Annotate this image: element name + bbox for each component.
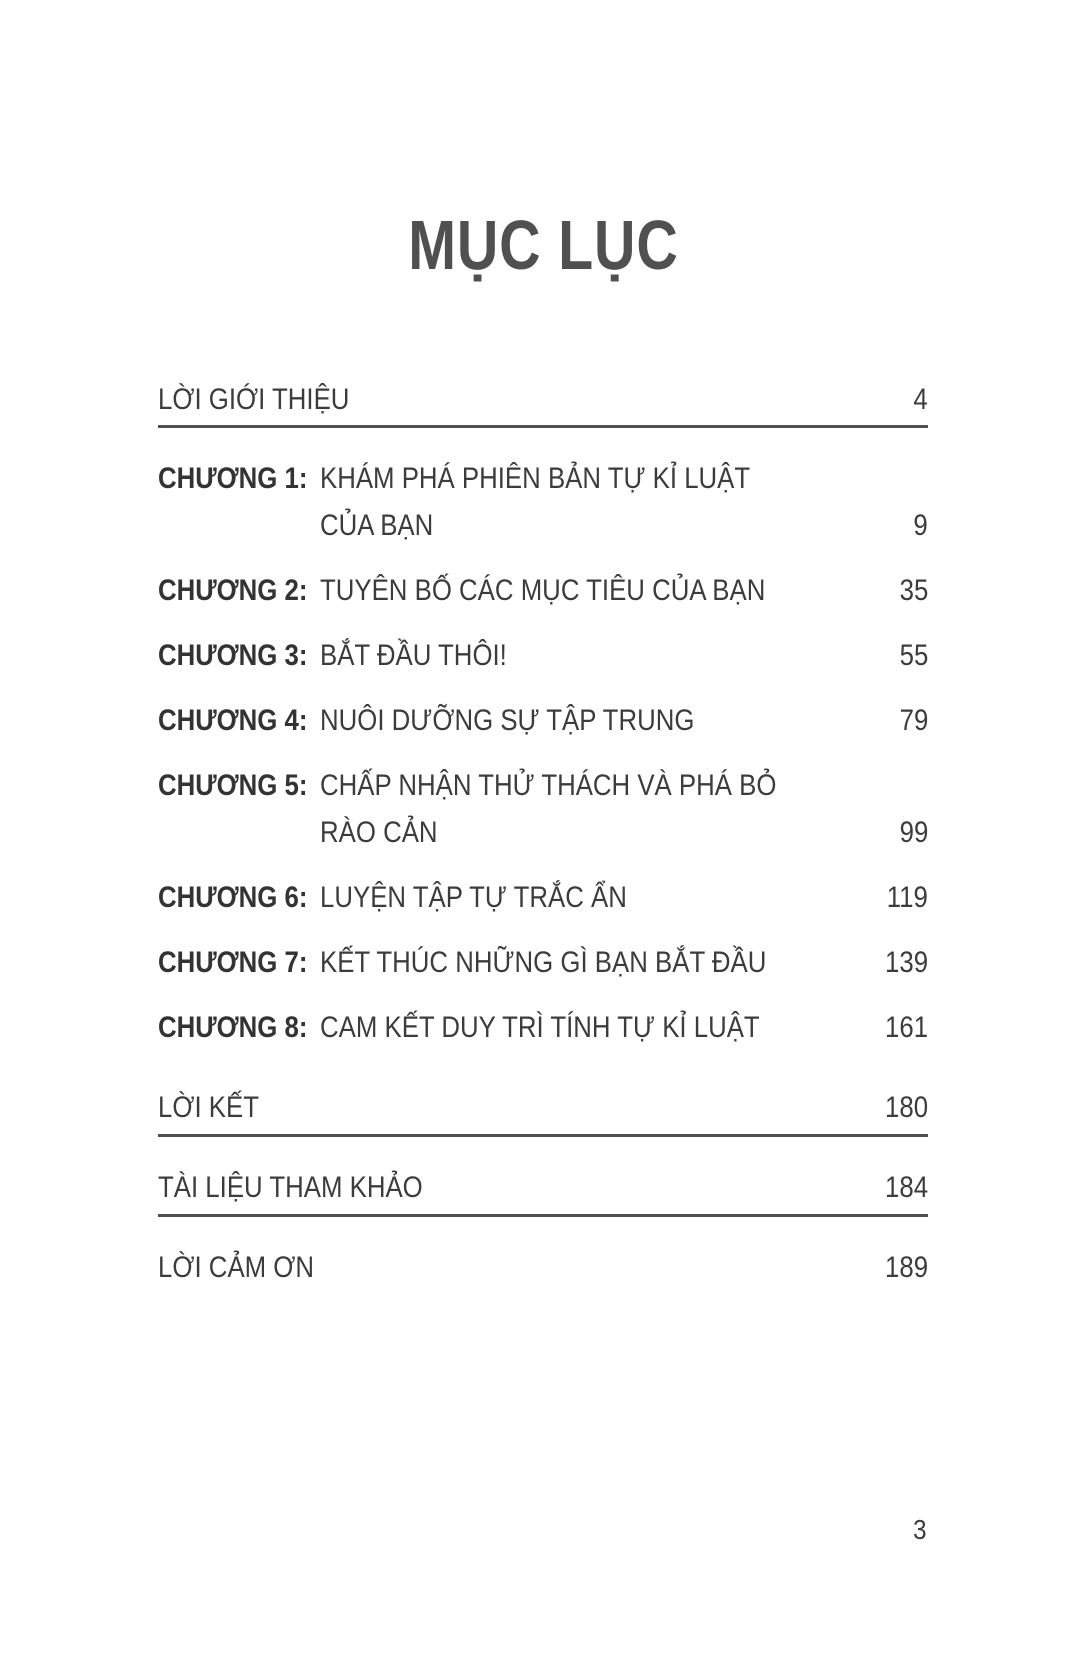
page-number: 3	[913, 1514, 927, 1545]
toc-entry-page: 180	[884, 1091, 928, 1124]
chapter-title-line: LUYỆN TẬP TỰ TRẮC ẨN	[320, 881, 627, 914]
toc-entry-page: 161	[884, 1011, 928, 1044]
chapter-prefix: CHƯƠNG 7:	[158, 946, 308, 979]
toc-entry-page: 79	[899, 704, 928, 737]
chapter-title-line: TUYÊN BỐ CÁC MỤC TIÊU CỦA BẠN	[320, 574, 766, 607]
chapter-title-line: KẾT THÚC NHỮNG GÌ BẠN BẮT ĐẦU	[320, 946, 767, 979]
chapter-title-line: RÀO CẢN	[320, 816, 438, 849]
chapter-title-line: CHẤP NHẬN THỬ THÁCH VÀ PHÁ BỎ	[320, 769, 777, 802]
chapter-prefix: CHƯƠNG 5:	[158, 769, 308, 802]
toc-entry-label: LỜI KẾT	[158, 1091, 259, 1124]
toc-entry-page: 184	[884, 1171, 928, 1204]
toc-entry-page: 55	[899, 639, 928, 672]
chapter-title-line: BẮT ĐẦU THÔI!	[320, 639, 507, 672]
toc-entry-page: 9	[913, 509, 928, 542]
chapter-title-line: NUÔI DƯỠNG SỰ TẬP TRUNG	[320, 704, 695, 737]
chapter-prefix: CHƯƠNG 3:	[158, 639, 308, 672]
chapter-prefix: CHƯƠNG 2:	[158, 574, 308, 607]
chapter-title-line: KHÁM PHÁ PHIÊN BẢN TỰ KỈ LUẬT	[320, 462, 751, 495]
chapter-prefix: CHƯƠNG 6:	[158, 881, 308, 914]
toc-entry-label: LỜI CẢM ƠN	[158, 1251, 315, 1284]
divider-rule	[158, 1214, 928, 1217]
chapter-title-line: CỦA BẠN	[320, 509, 434, 542]
chapter-prefix: CHƯƠNG 4:	[158, 704, 308, 737]
toc-entry-label: LỜI GIỚI THIỆU	[158, 383, 350, 416]
chapter-title-line: CAM KẾT DUY TRÌ TÍNH TỰ KỈ LUẬT	[320, 1011, 760, 1044]
divider-rule	[158, 1134, 928, 1137]
toc-entry-page: 189	[884, 1251, 928, 1284]
toc-entry-page: 4	[913, 383, 928, 416]
chapter-prefix: CHƯƠNG 1:	[158, 462, 308, 495]
toc-entry-page: 139	[884, 946, 928, 979]
toc-entry-page: 35	[899, 574, 928, 607]
chapter-prefix: CHƯƠNG 8:	[158, 1011, 308, 1044]
page-title: MỤC LỤC	[408, 206, 679, 284]
divider-rule	[158, 425, 928, 428]
toc-entry-page: 119	[886, 881, 928, 914]
toc-entry-page: 99	[899, 816, 928, 849]
toc-entry-label: TÀI LIỆU THAM KHẢO	[158, 1171, 423, 1204]
